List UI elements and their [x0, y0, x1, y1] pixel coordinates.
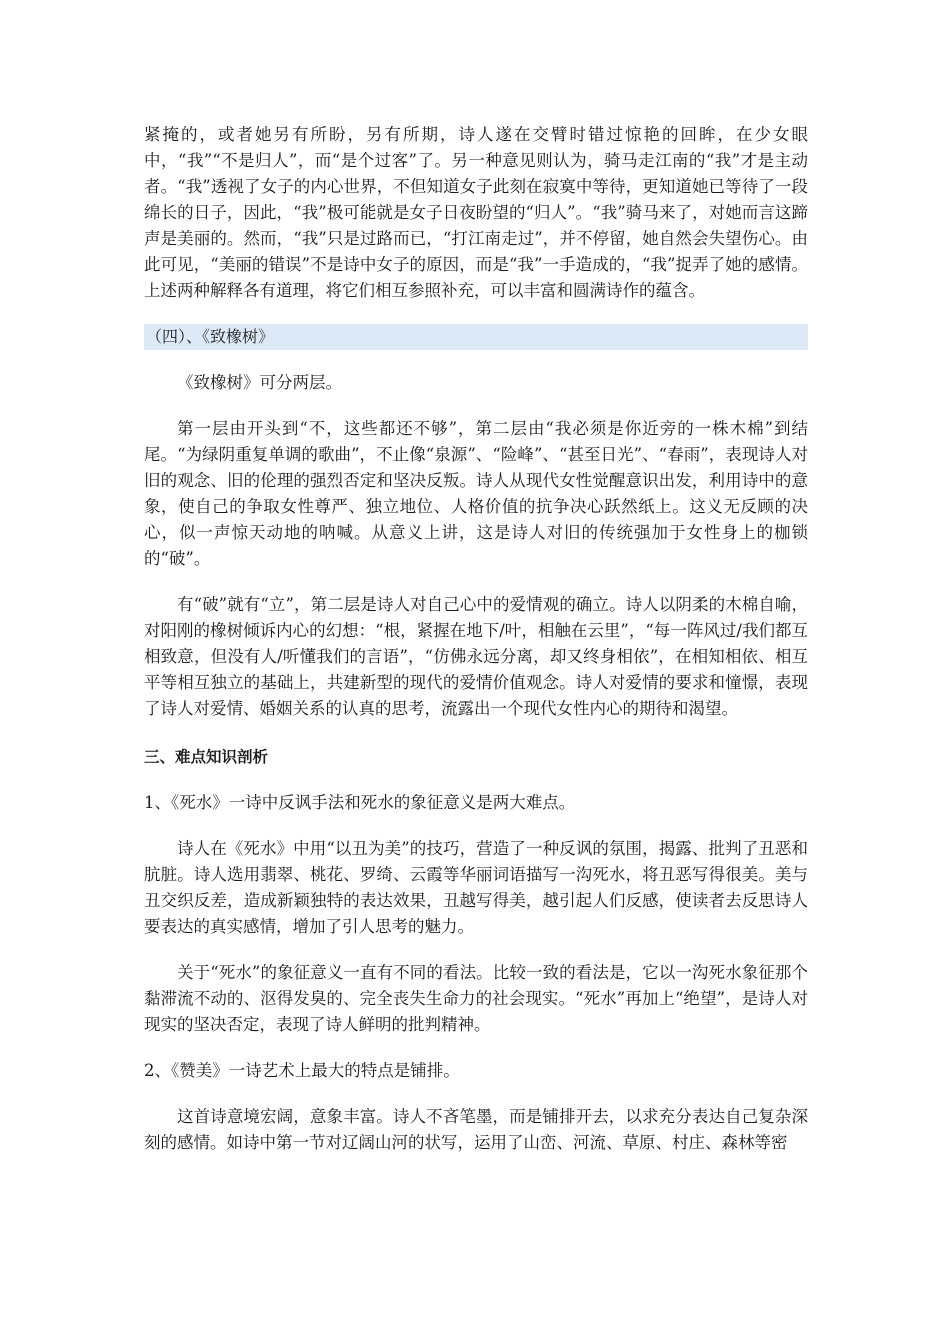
paragraph: 关于“死水”的象征意义一直有不同的看法。比较一致的看法是，它以一沟死水象征那个黏滞流不动的、沤得发臭的、完全丧失生命力的社会现实。“死水”再加上“绝望”，是诗人对现实的坚决否定，表现了诗人鲜明的批判精神。: [144, 963, 808, 1034]
paragraph: 有“破”就有“立”，第二层是诗人对自己心中的爱情观的确立。诗人以阴柔的木棉自喻，对阳刚的橡树倾诉内心的幻想：“根，紧握在地下/叶，相触在云里”，“每一阵风过/我们都互相致意，但没有人/听懂我们的言语”，“仿佛永远分离，却又终身相依”，在相知相依、相互平等相互独立的基础上，共建新型的现代的爱情价值观念。诗人对爱情的要求和憧憬，表现了诗人对爱情、婚姻关系的认真的思考，流露出一个现代女性内心的期待和渴望。: [144, 595, 808, 718]
numbered-point: 1、《死水》一诗中反讽手法和死水的象征意义是两大难点。: [144, 793, 576, 812]
paragraph: 《致橡树》可分两层。: [177, 373, 342, 392]
paragraph-continued: 紧掩的，或者她另有所盼，另有所期，诗人遂在交臂时错过惊艳的回眸，在少女眼中，“我”“不是归人”，而“是个过客”了。另一种意见则认为，骑马走江南的“我”才是主动者。“我”透视了女子的内心世界，不但知道女子此刻在寂寞中等待，更知道她已等待了一段绵长的日子，因此，“我”极可能就是女子日夜盼望的“归人”。“我”骑马来了，对她而言这蹄声是美丽的。然而，“我”只是过路而已，“打江南走过”，并不停留，她自然会失望伤心。由此可见，“美丽的错误”不是诗中女子的原因，而是“我”一手造成的，“我”捉弄了她的感情。上述两种解释各有道理，将它们相互参照补充，可以丰富和圆满诗作的蕴含。: [144, 125, 808, 300]
section-heading: 三、难点知识剖析: [144, 748, 269, 766]
paragraph: 这首诗意境宏阔，意象丰富。诗人不吝笔墨，而是铺排开去，以求充分表达自己复杂深刻的感情。如诗中第一节对辽阔山河的状写，运用了山峦、河流、草原、村庄、森林等密: [144, 1107, 808, 1152]
paragraph: 第一层由开头到“不，这些都还不够”，第二层由“我必须是你近旁的一株木棉”到结尾。“为绿阴重复单调的歌曲”，不止像“泉源”、“险峰”、“甚至日光”、“春雨”，表现诗人对旧的观念、旧的伦理的强烈否定和坚决反叛。诗人从现代女性觉醒意识出发，利用诗中的意象，使自己的争取女性尊严、独立地位、人格价值的抗争决心跃然纸上。这义无反顾的决心，似一声惊天动地的呐喊。从意义上讲，这是诗人对旧的传统强加于女性身上的枷锁的“破”。: [144, 419, 808, 568]
document-page: [144, 122, 808, 1156]
numbered-point: 2、《赞美》一诗艺术上最大的特点是铺排。: [144, 1061, 460, 1080]
section-heading-bar: （四）、《致橡树》: [144, 324, 808, 350]
paragraph: 诗人在《死水》中用“以丑为美”的技巧，营造了一种反讽的氛围，揭露、批判了丑恶和肮脏。诗人选用翡翠、桃花、罗绮、云霞等华丽词语描写一沟死水，将丑恶写得很美。美与丑交织反差，造成新颖独特的表达效果，丑越写得美，越引起人们反感，使读者去反思诗人要表达的真实感情，增加了引人思考的魅力。: [144, 839, 808, 936]
